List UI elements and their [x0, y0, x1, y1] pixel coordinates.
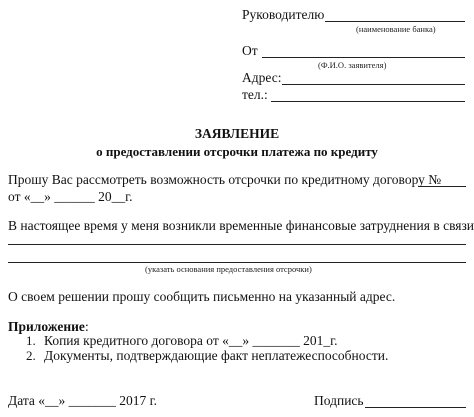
contract-date-text: от «__» ______ 20__г.: [8, 189, 133, 204]
address-field[interactable]: [282, 84, 465, 85]
attachment-number: 2.: [26, 348, 36, 363]
footer-date: Дата «__» _______ 2017 г.: [8, 393, 158, 408]
phone-field[interactable]: [271, 101, 465, 102]
notify-text: О своем решении прошу сообщить письменно на указанный адрес.: [8, 289, 396, 304]
reason-field-line-2[interactable]: [8, 262, 466, 263]
bank-name-field[interactable]: [325, 21, 465, 22]
attachment-item: Документы, подтверждающие факт неплатежеспособности.: [44, 348, 389, 363]
signature-field[interactable]: [365, 407, 466, 408]
attachment-item: Копия кредитного договора от «__» _______ 201_г.: [44, 333, 338, 348]
from-label: От: [242, 43, 258, 58]
attachment-number: 1.: [26, 333, 36, 348]
bank-name-hint: (наименование банка): [356, 24, 436, 34]
request-text: Прошу Вас рассмотреть возможность отсрочки по кредитному договору №: [8, 172, 442, 187]
document-subtitle: о предоставлении отсрочки платежа по кредиту: [96, 144, 378, 159]
phone-label: тел.:: [242, 87, 268, 102]
difficulties-text: В настоящее время у меня возникли временные финансовые затруднения в связи: [8, 218, 474, 233]
reason-hint: (указать основания предоставления отсрочки): [145, 264, 312, 274]
manager-label: Руководителю: [242, 7, 325, 22]
applicant-name-field[interactable]: [262, 57, 465, 58]
applicant-name-hint: (Ф.И.О. заявителя): [318, 60, 387, 70]
signature-label: Подпись: [314, 393, 364, 408]
address-label: Адрес:: [242, 70, 282, 85]
contract-number-field[interactable]: [418, 186, 466, 187]
attachments-heading: Приложение:: [8, 319, 89, 334]
document-title: ЗАЯВЛЕНИЕ: [194, 126, 280, 141]
reason-field-line-1[interactable]: [8, 244, 466, 245]
